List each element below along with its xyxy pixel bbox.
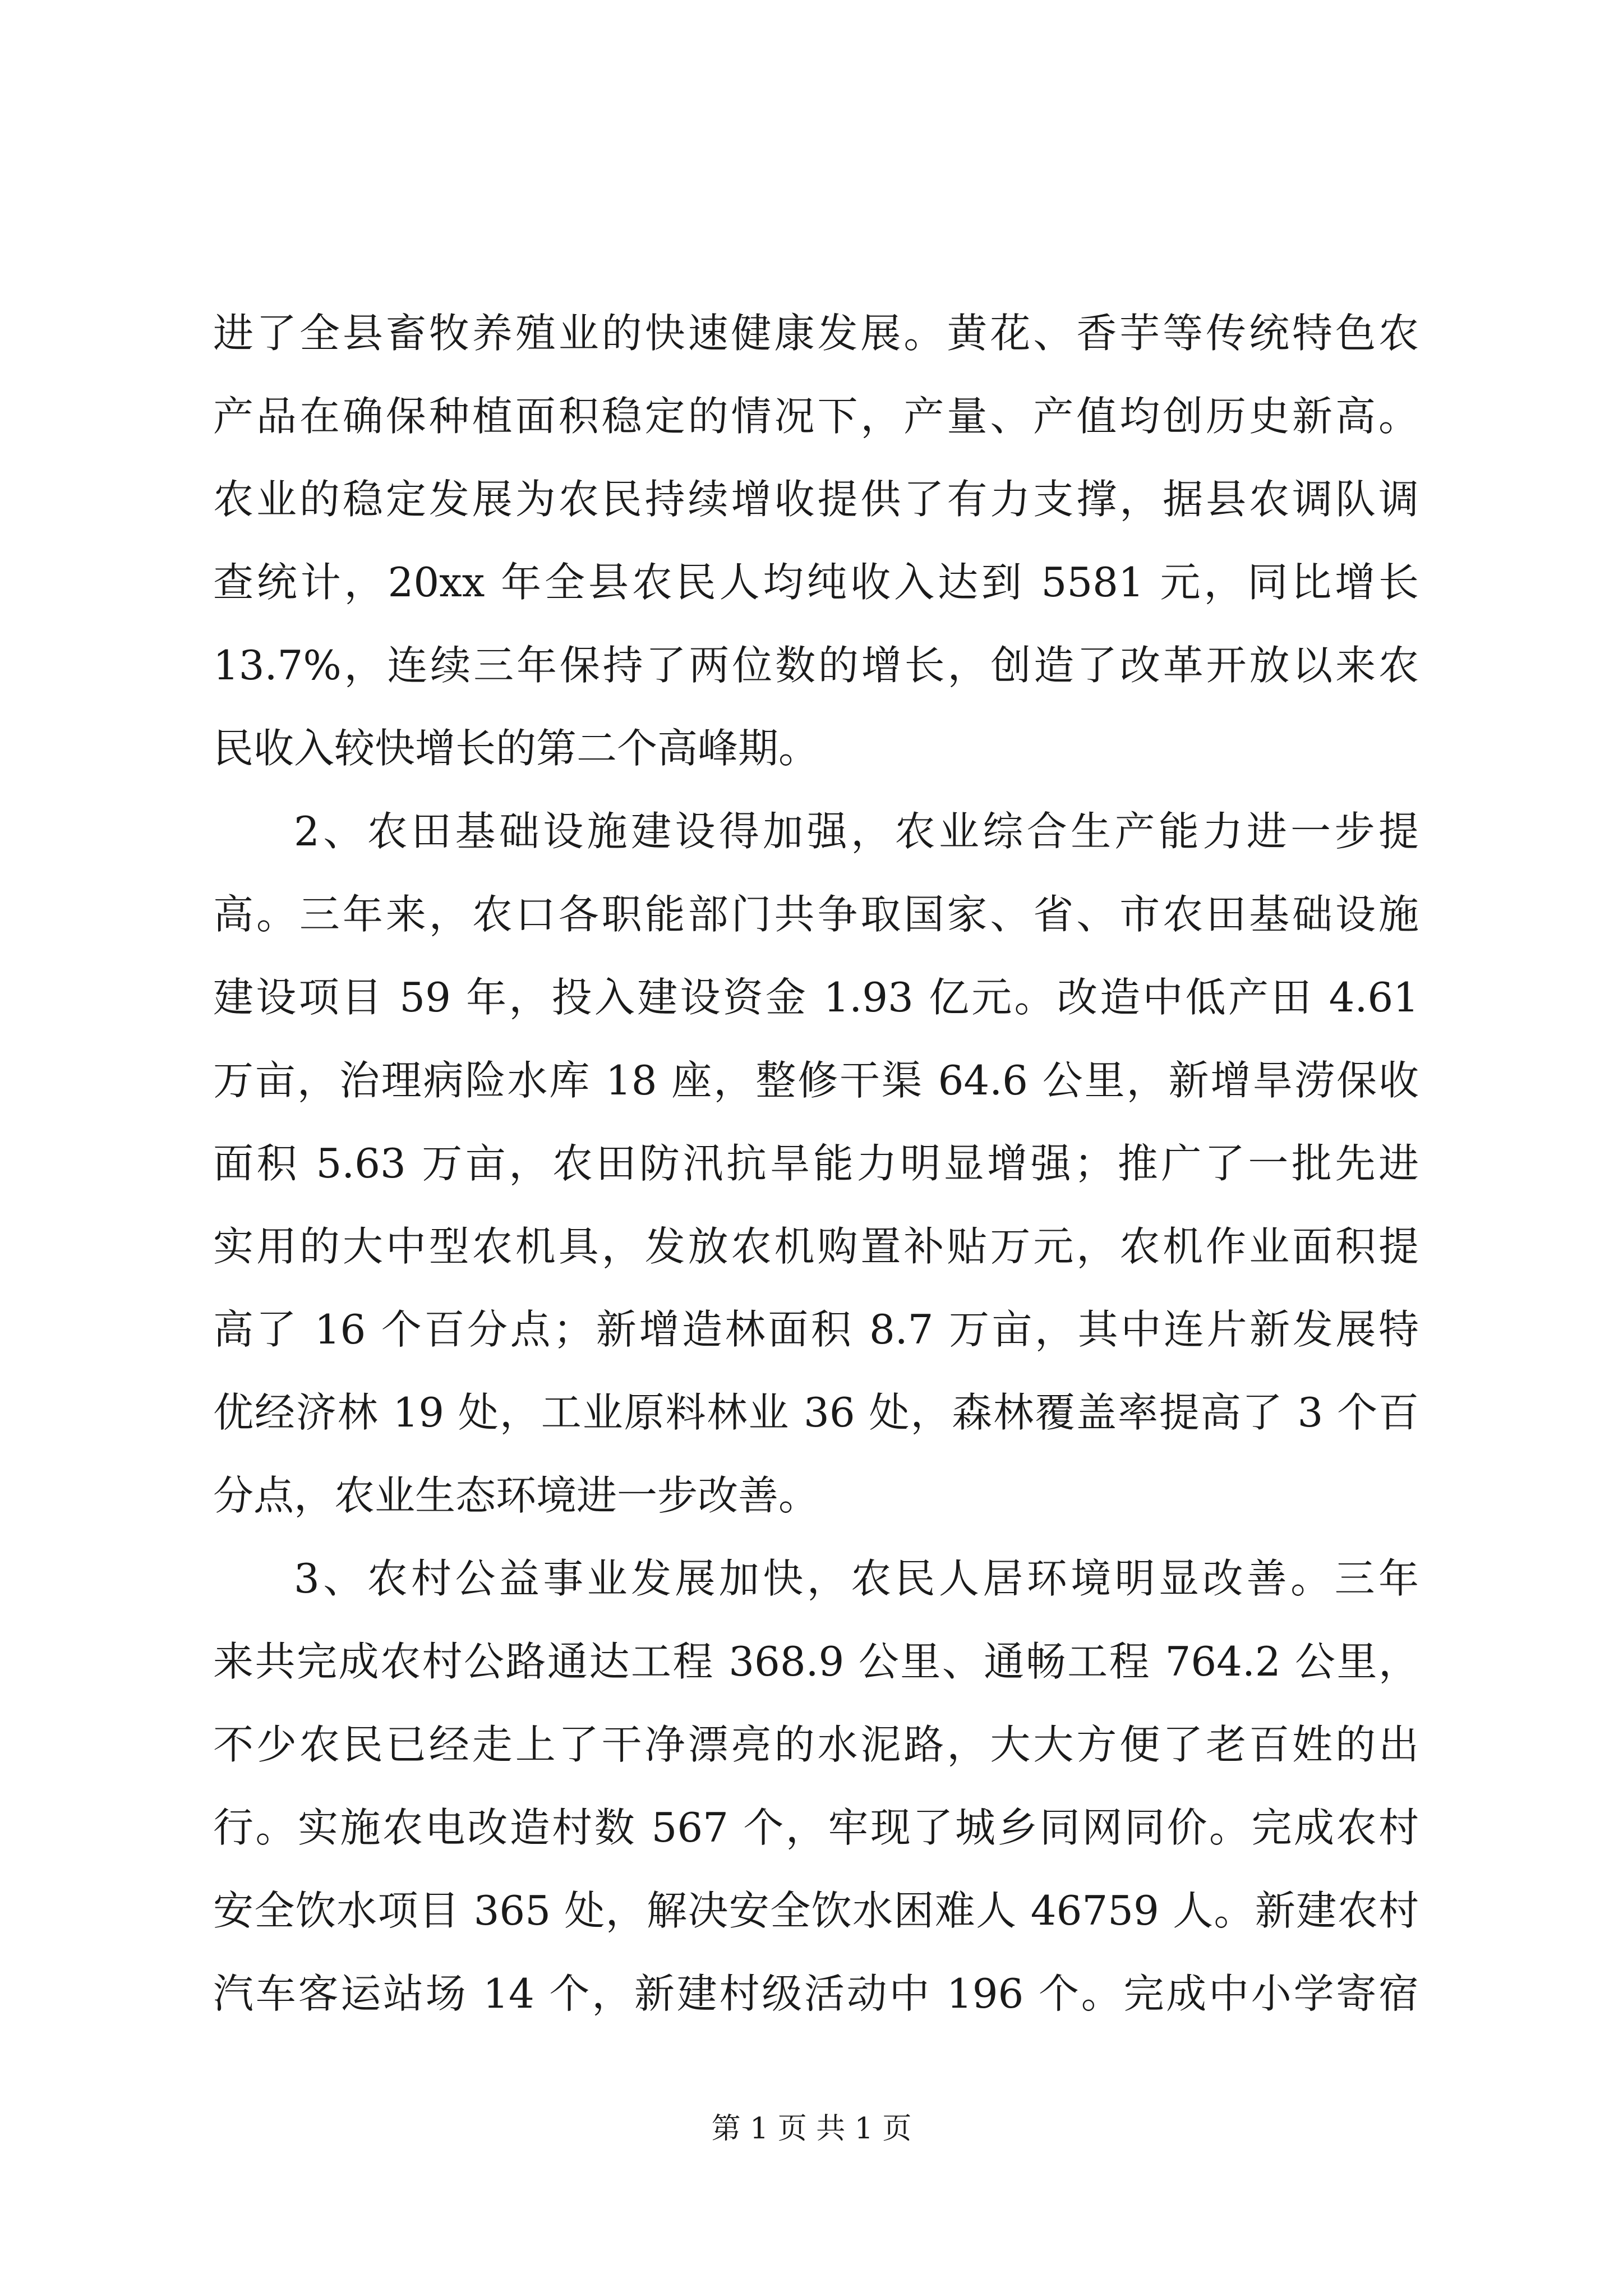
text-line: 13.7%，连续三年保持了两位数的增长，创造了改革开放以来农 xyxy=(213,642,1419,689)
text-line: 来共完成农村公路通达工程 368.9 公里、通畅工程 764.2 公里， xyxy=(213,1638,1419,1685)
page-number-label: 第 1 页 共 1 页 xyxy=(711,2112,912,2146)
text-line: 高。三年来，农口各职能部门共争取国家、省、市农田基础设施 xyxy=(213,891,1419,938)
text-line: 实用的大中型农机具，发放农机购置补贴万元，农机作业面积提 xyxy=(213,1223,1419,1270)
text-line: 分点，农业生态环境进一步改善。 xyxy=(213,1472,819,1519)
text-line: 行。实施农电改造村数 567 个，牢现了城乡同网同价。完成农村 xyxy=(213,1804,1419,1851)
text-line: 安全饮水项目 365 处，解决安全饮水困难人 46759 人。新建农村 xyxy=(213,1887,1419,1934)
text-line: 农业的稳定发展为农民持续增收提供了有力支撑，据县农调队调 xyxy=(213,476,1419,523)
text-line: 产品在确保种植面积稳定的情况下，产量、产值均创历史新高。 xyxy=(213,393,1419,440)
text-line: 民收入较快增长的第二个高峰期。 xyxy=(213,725,819,772)
paragraph-start-line: 2、农田基础设施建设得加强，农业综合生产能力进一步提 xyxy=(294,808,1419,855)
text-line: 建设项目 59 年，投入建设资金 1.93 亿元。改造中低产田 4.61 xyxy=(213,974,1419,1021)
text-line: 进了全县畜牧养殖业的快速健康发展。黄花、香芋等传统特色农 xyxy=(213,310,1419,357)
page-footer xyxy=(0,2109,1623,2148)
paragraph-start-line: 3、农村公益事业发展加快，农民人居环境明显改善。三年 xyxy=(294,1555,1419,1602)
text-line: 查统计，20xx 年全县农民人均纯收入达到 5581 元，同比增长 xyxy=(213,559,1419,606)
text-line: 万亩，治理病险水库 18 座，整修干渠 64.6 公里，新增旱涝保收 xyxy=(213,1057,1419,1104)
text-line: 面积 5.63 万亩，农田防汛抗旱能力明显增强；推广了一批先进 xyxy=(213,1140,1419,1187)
text-line: 优经济林 19 处，工业原料林业 36 处，森林覆盖率提高了 3 个百 xyxy=(213,1389,1419,1436)
text-line: 汽车客运站场 14 个，新建村级活动中 196 个。完成中小学寄宿 xyxy=(213,1970,1419,2017)
text-line: 不少农民已经走上了干净漂亮的水泥路，大大方便了老百姓的出 xyxy=(213,1721,1419,1768)
text-line: 高了 16 个百分点；新增造林面积 8.7 万亩，其中连片新发展特 xyxy=(213,1306,1419,1353)
document-body xyxy=(213,292,1419,2035)
